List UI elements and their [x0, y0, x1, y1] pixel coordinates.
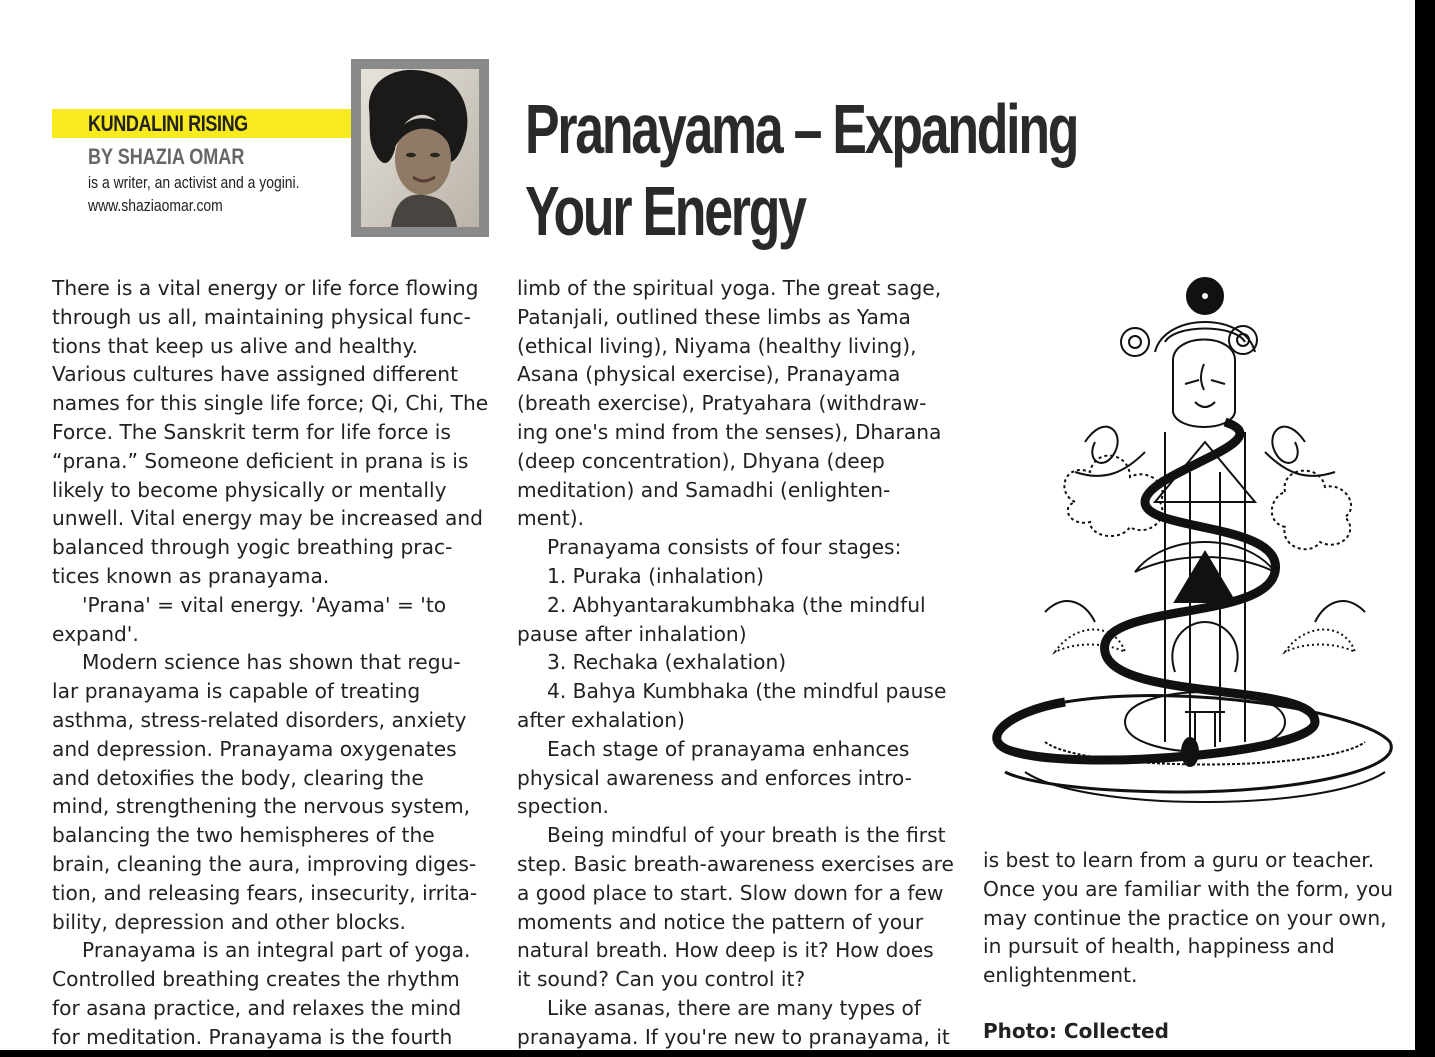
- text-line: brain, cleaning the aura, improving diges-: [52, 851, 477, 876]
- text-line: meditation) and Samadhi (enlighten-: [517, 477, 891, 502]
- text-line: tion, and releasing fears, insecurity, irrita-: [52, 880, 478, 905]
- text-line: a good place to start. Slow down for a few: [517, 880, 944, 905]
- scan-edge-bottom: [0, 1050, 1435, 1057]
- text-line: Force. The Sanskrit term for life force is: [52, 419, 451, 444]
- article-column-3: [983, 846, 1393, 990]
- text-line: natural breath. How deep is it? How does: [517, 938, 934, 963]
- text-line: 2. Abhyantarakumbhaka (the mindful: [547, 592, 926, 617]
- text-line: may continue the practice on your own,: [983, 905, 1387, 930]
- text-line: mind, strengthening the nervous system,: [52, 794, 471, 819]
- scan-edge-right: [1415, 0, 1435, 1057]
- text-line: for meditation. Pranayama is the fourth: [52, 1024, 453, 1049]
- text-line: (ethical living), Niyama (healthy living),: [517, 333, 917, 358]
- text-line: Pranayama consists of four stages:: [547, 535, 902, 560]
- text-line: and depression. Pranayama oxygenates: [52, 736, 457, 761]
- kundalini-illustration: [985, 272, 1405, 817]
- text-line: Controlled breathing creates the rhythm: [52, 967, 460, 992]
- headline-line-1: Pranayama – Expanding: [525, 90, 1078, 168]
- text-line: in pursuit of health, happiness and: [983, 934, 1335, 959]
- text-line: Being mindful of your breath is the first: [547, 823, 946, 848]
- text-line: Modern science has shown that regu-: [82, 650, 461, 675]
- text-line: “prana.” Someone deficient in prana is is: [52, 448, 469, 473]
- text-line: through us all, maintaining physical func-: [52, 304, 471, 329]
- text-line: 'Prana' = vital energy. 'Ayama' = 'to: [82, 592, 447, 617]
- text-line: Patanjali, outlined these limbs as Yama: [517, 304, 911, 329]
- text-line: likely to become physically or mentally: [52, 477, 447, 502]
- text-line: it sound? Can you control it?: [517, 967, 806, 992]
- author-photo: [361, 69, 479, 227]
- text-line: 3. Rechaka (exhalation): [547, 650, 787, 675]
- text-line: names for this single life force; Qi, Chi, The: [52, 391, 489, 416]
- text-line: is best to learn from a guru or teacher.: [983, 848, 1375, 872]
- text-line: expand'.: [52, 621, 139, 646]
- text-line: (deep concentration), Dhyana (deep: [517, 448, 885, 473]
- author-bio-text: is a writer, an activist and a yogini.: [88, 173, 300, 192]
- author-website: www.shaziaomar.com: [88, 196, 223, 215]
- article-column-1: [52, 274, 488, 1052]
- text-line: There is a vital energy or life force flowing: [52, 276, 479, 300]
- author-byline: BY SHAZIA OMAR: [88, 144, 245, 169]
- kundalini-figure-drawing: [985, 272, 1405, 817]
- text-line: tions that keep us alive and healthy.: [52, 333, 418, 358]
- text-line: Like asanas, there are many types of: [547, 995, 922, 1020]
- text-line: physical awareness and enforces intro-: [517, 765, 912, 790]
- text-line: step. Basic breath-awareness exercises are: [517, 851, 954, 876]
- text-line: 4. Bahya Kumbhaka (the mindful pause: [547, 679, 947, 704]
- text-line: Pranayama is an integral part of yoga.: [82, 938, 471, 963]
- kicker-label: KUNDALINI RISING: [88, 111, 248, 136]
- text-line: Various cultures have assigned different: [52, 362, 458, 387]
- text-line: balancing the two hemispheres of the: [52, 823, 435, 848]
- text-line: bility, depression and other blocks.: [52, 909, 406, 934]
- text-line: unwell. Vital energy may be increased and: [52, 506, 483, 531]
- author-portrait: [351, 59, 489, 237]
- text-line: moments and notice the pattern of your: [517, 909, 924, 934]
- text-line: after exhalation): [517, 707, 685, 732]
- text-line: balanced through yogic breathing prac-: [52, 535, 453, 560]
- text-line: enlightenment.: [983, 963, 1138, 988]
- text-line: asthma, stress-related disorders, anxiety: [52, 707, 467, 732]
- article-headline: [525, 88, 1077, 252]
- text-line: for asana practice, and relaxes the mind: [52, 995, 462, 1020]
- column-kicker: [52, 109, 351, 138]
- text-line: pranayama. If you're new to pranayama, it: [517, 1024, 950, 1049]
- text-line: 1. Puraka (inhalation): [547, 563, 765, 588]
- text-line: ment).: [517, 506, 585, 531]
- photo-credit: Photo: Collected: [983, 1019, 1169, 1043]
- article-column-2: [517, 274, 954, 1052]
- text-line: spection.: [517, 794, 609, 819]
- text-line: and detoxifies the body, clearing the: [52, 765, 424, 790]
- text-line: tices known as pranayama.: [52, 563, 330, 588]
- text-line: lar pranayama is capable of treating: [52, 679, 421, 704]
- text-line: Each stage of pranayama enhances: [547, 736, 910, 761]
- headline-line-2: Your Energy: [525, 172, 805, 250]
- text-line: Once you are familiar with the form, you: [983, 876, 1394, 901]
- text-line: limb of the spiritual yoga. The great sage,: [517, 276, 942, 300]
- text-line: pause after inhalation): [517, 621, 747, 646]
- text-line: (breath exercise), Pratyahara (withdraw-: [517, 391, 927, 416]
- text-line: ing one's mind from the senses), Dharana: [517, 419, 942, 444]
- text-line: Asana (physical exercise), Pranayama: [517, 362, 901, 387]
- author-bio: [88, 171, 300, 217]
- portrait-illustration: [361, 69, 479, 227]
